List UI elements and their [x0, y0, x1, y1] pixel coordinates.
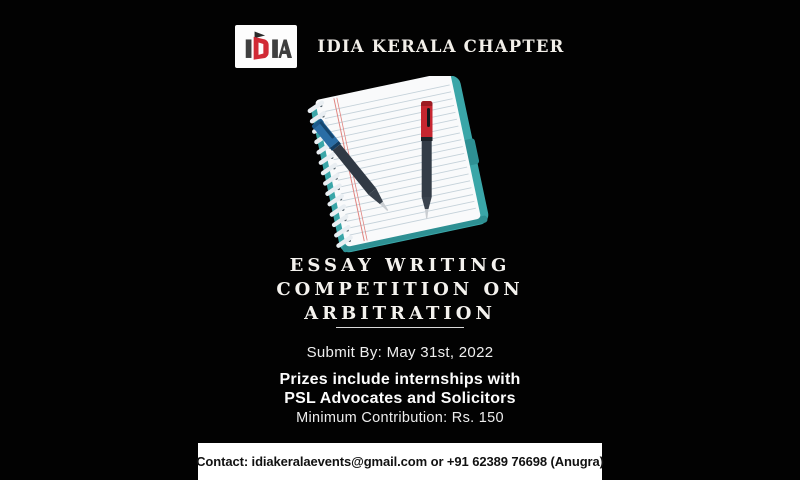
contribution-text: Minimum Contribution: Rs. 150	[296, 410, 504, 426]
contact-text: Contact: idiakeralaevents@gmail.com or +91 62389 76698 (Anugra)	[196, 454, 604, 469]
title-line-2: COMPETITION ON	[276, 279, 524, 300]
poster-title	[0, 254, 800, 326]
idia-logo	[235, 25, 297, 68]
submission-deadline: Submit By: May 31st, 2022	[306, 344, 494, 361]
notebook-pens-icon	[288, 76, 512, 258]
contact-bar	[198, 443, 602, 480]
title-line-1: ESSAY WRITING	[289, 255, 511, 276]
prizes-line-1: Prizes include internships with	[279, 371, 521, 388]
notebook	[305, 76, 492, 255]
title-underline	[336, 327, 464, 328]
prizes-line-2: PSL Advocates and Solicitors	[284, 389, 516, 407]
header	[0, 24, 800, 68]
notebook-illustration	[288, 76, 512, 258]
prizes-text	[0, 371, 800, 408]
chapter-title: IDIA KERALA CHAPTER	[317, 36, 565, 56]
title-line-3: ARBITRATION	[304, 303, 496, 324]
idia-logo-icon	[239, 28, 293, 65]
